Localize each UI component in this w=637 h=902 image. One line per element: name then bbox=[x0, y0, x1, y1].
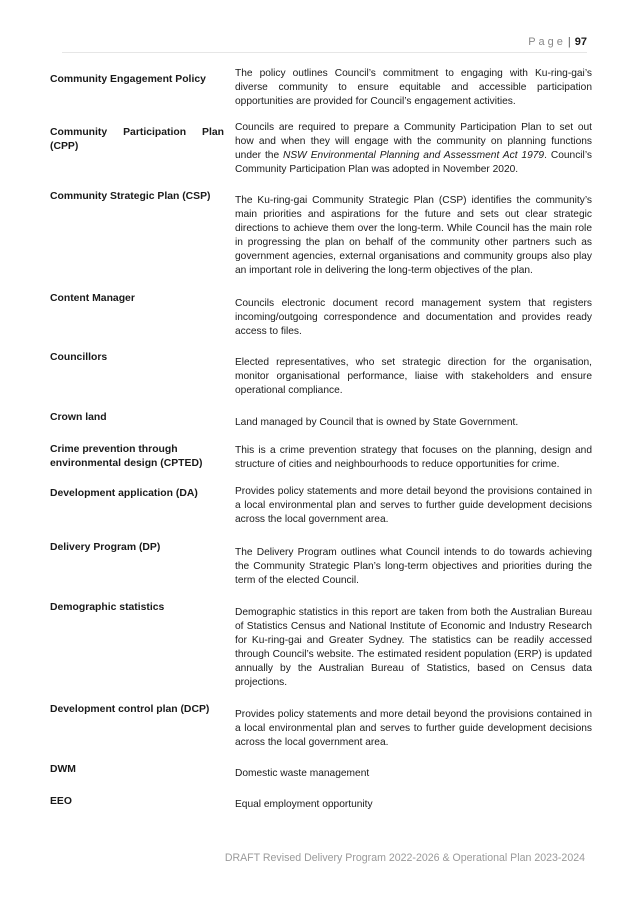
glossary-definition: The policy outlines Council’s commitment to engaging with Ku-ring-gai’s diverse community to ensure equitable and accessible participation opportunities are provided for Council’s engagement activities. bbox=[235, 68, 592, 107]
glossary-term: Community Engagement Policy bbox=[50, 74, 206, 85]
glossary-definition: The Delivery Program outlines what Council intends to do towards achieving the Community Strategic Plan’s long-term objectives and priorities during the term of the elected Council. bbox=[235, 547, 592, 586]
glossary-definition: The Ku-ring-gai Community Strategic Plan (CSP) identifies the community’s main priorities and aspirations for the future and sets out clear strategic directions to achieve them over the long-term. While Council has the main role in progressing the plan on behalf of the community other partners such as government agencies, external organisations and community groups also play an important role in delivering the long-term objectives of the plan. bbox=[235, 195, 592, 276]
page-number: 97 bbox=[574, 36, 587, 48]
glossary-term: Content Manager bbox=[50, 293, 135, 304]
glossary-definition: Provides policy statements and more detail beyond the provisions contained in a local environmental plan and serves to further guide development decisions across the local government area. bbox=[235, 486, 592, 525]
glossary-term: Demographic statistics bbox=[50, 602, 165, 613]
glossary-definition-text: . Council’s Community Participation Plan was adopted in November 2020. bbox=[235, 150, 592, 175]
glossary-definition: This is a crime prevention strategy that focuses on the planning, design and structure of cities and neighbourhoods to reduce opportunities for crime. bbox=[235, 445, 592, 470]
glossary-term: Delivery Program (DP) bbox=[50, 542, 161, 553]
glossary-term-line: Crime prevention through bbox=[50, 444, 178, 455]
glossary-term: Development application (DA) bbox=[50, 488, 198, 499]
glossary-definition: Councils electronic document record management system that registers incoming/outgoing correspondence and documentation and provides ready access to files. bbox=[235, 298, 592, 337]
glossary-definition: Demographic statistics in this report are taken from both the Australian Bureau of Statistics Census and National Institute of Economic and Industry Research for Ku-ring-gai and Greater Sydney. The statistics can be readily accessed through Council’s website. The estimated resident population (ERP) is updated annually by the Australian Bureau of Statistics, based on Census data projections. bbox=[235, 607, 592, 688]
legislation-title: NSW Environmental Planning and Assessment Act 1979 bbox=[283, 150, 545, 161]
glossary-definition: Land managed by Council that is owned by State Government. bbox=[235, 417, 519, 428]
glossary-definition: Provides policy statements and more detail beyond the provisions contained in a local environmental plan and serves to further guide development decisions across the local government area. bbox=[235, 709, 592, 748]
glossary-term bbox=[50, 126, 224, 154]
glossary-definition bbox=[235, 121, 592, 177]
glossary-definition: Equal employment opportunity bbox=[235, 799, 373, 810]
glossary-term: Development control plan (DCP) bbox=[50, 704, 210, 715]
glossary-definition: Domestic waste management bbox=[235, 768, 370, 779]
header-rule bbox=[62, 52, 587, 53]
glossary-definition-text: Councils are required to prepare a Community Participation Plan to set out how and when they will engage with the community on planning functions under the bbox=[235, 122, 592, 161]
glossary-term bbox=[50, 443, 224, 471]
glossary-term: Councillors bbox=[50, 352, 108, 363]
page-separator: | bbox=[567, 36, 571, 48]
glossary-term-line: (CPP) bbox=[50, 141, 79, 152]
glossary-term: EEO bbox=[50, 796, 72, 807]
glossary-term: Crown land bbox=[50, 412, 107, 423]
glossary-definition: Elected representatives, who set strategic direction for the organisation, monitor organisational performance, liaise with stakeholders and ensure operational compliance. bbox=[235, 357, 592, 396]
glossary-term-line: Community Participation Plan bbox=[50, 127, 224, 138]
page-footer: DRAFT Revised Delivery Program 2022-2026 & Operational Plan 2023-2024 bbox=[224, 852, 585, 864]
glossary-term: DWM bbox=[50, 764, 76, 775]
glossary-term-line: environmental design (CPTED) bbox=[50, 458, 203, 469]
glossary-term: Community Strategic Plan (CSP) bbox=[50, 191, 211, 202]
page-label: Page bbox=[528, 36, 566, 48]
page-header bbox=[528, 36, 587, 48]
